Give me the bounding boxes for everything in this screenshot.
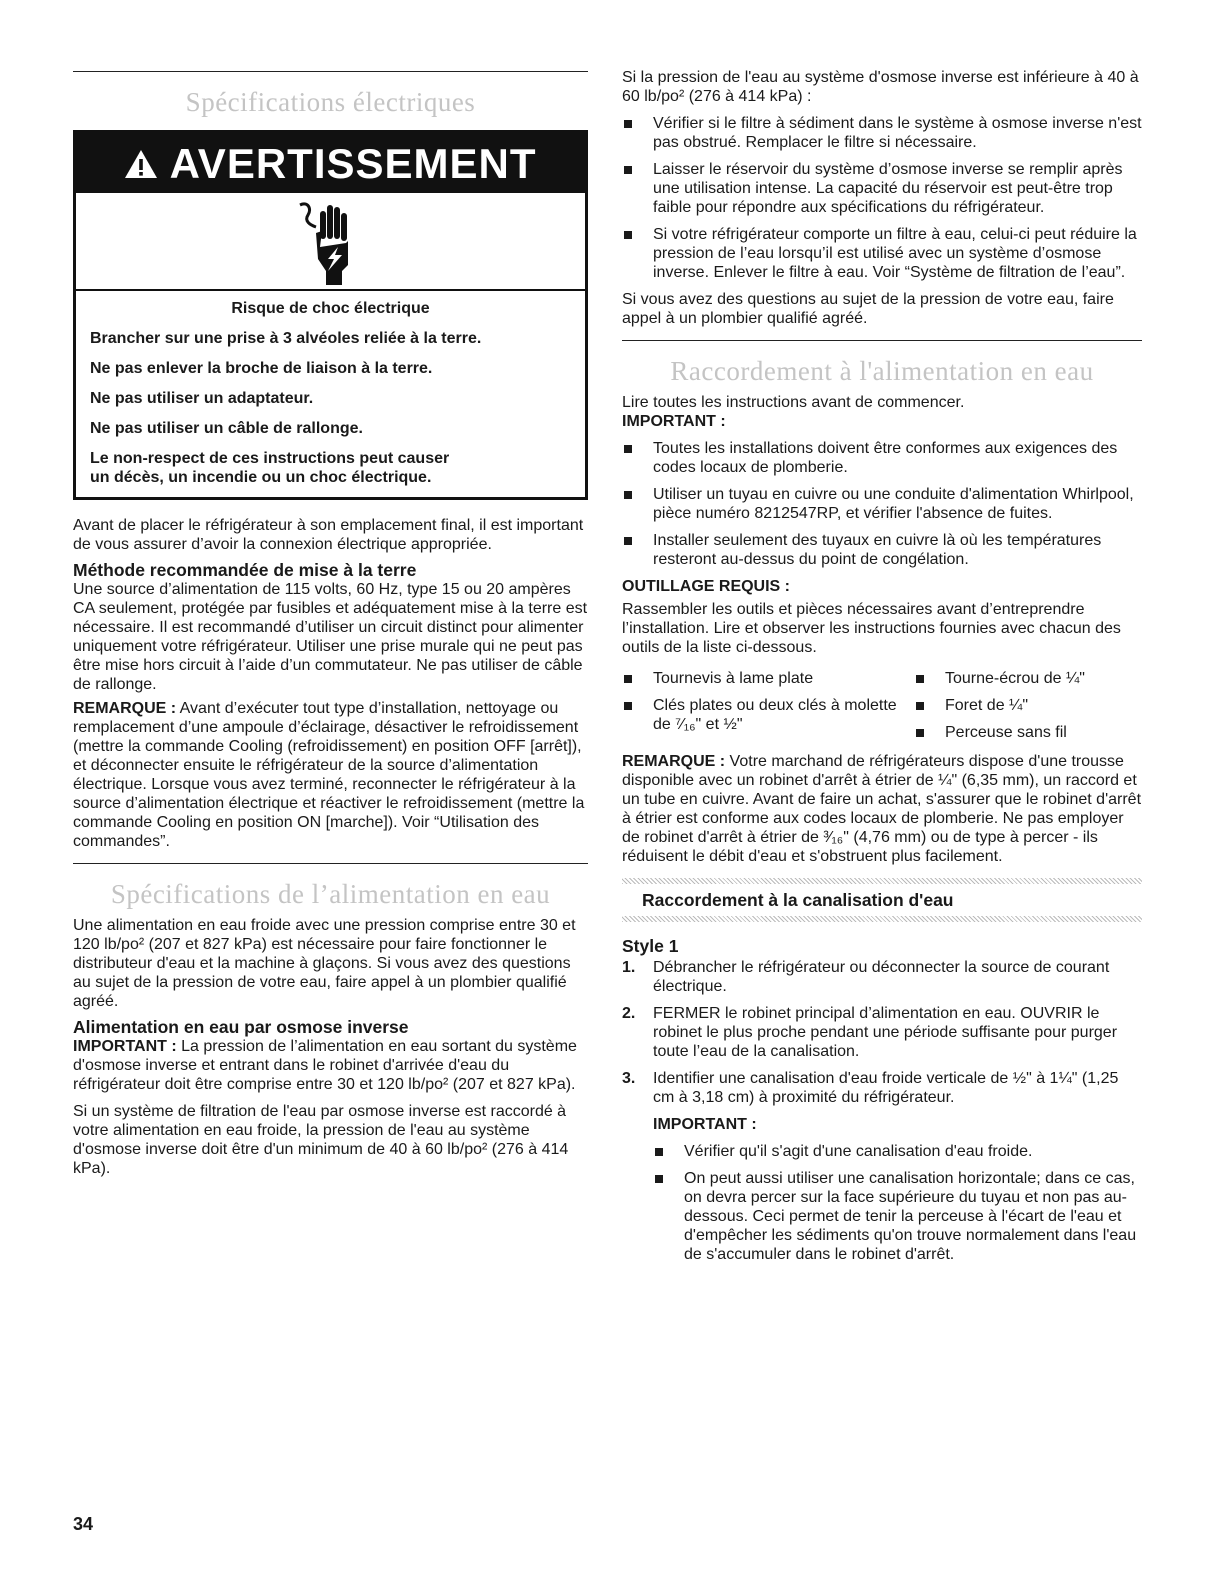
warning-line: Ne pas enlever la broche de liaison à la terre. bbox=[90, 360, 433, 377]
list-item: Perceuse sans fil bbox=[914, 723, 1142, 742]
step-text: Identifier une canalisation d'eau froide verticale de ½" à 1¼" (1,25 cm à 3,18 cm) à proximité du réfrigérateur. bbox=[653, 1070, 1119, 1106]
list-item: Vérifier si le filtre à sédiment dans le système à osmose inverse n'est pas obstrué. Remplacer le filtre si nécessaire. bbox=[622, 114, 1142, 152]
step-item bbox=[622, 1069, 1142, 1264]
list-item: Installer seulement des tuyaux en cuivre là où les températures resteront au-dessus du point de congélation. bbox=[622, 531, 1142, 569]
warning-consequence-line1: Le non-respect de ces instructions peut causer bbox=[90, 450, 450, 467]
important-bullet-list bbox=[622, 439, 1142, 569]
electrical-intro: Avant de placer le réfrigérateur à son emplacement final, il est important de vous assurer d’avoir la connexion électrique appropriée. bbox=[73, 517, 584, 553]
warning-consequence bbox=[90, 449, 571, 487]
tools-heading: OUTILLAGE REQUIS : bbox=[622, 578, 790, 595]
important-text: La pression de l’alimentation en eau sortant du système d'osmose inverse et entrant dans le robinet d'arrivée d'eau du réfrigérateur doit être comprise entre 30 et 120 lb/po² (207 et 827 kPa). bbox=[73, 1038, 577, 1093]
warning-header-label: AVERTISSEMENT bbox=[169, 140, 537, 187]
list-item: Utiliser un tuyau en cuivre ou une conduite d'alimentation Whirlpool, pièce numéro 8212547RP, et vérifier l'absence de fuites. bbox=[622, 485, 1142, 523]
grounding-heading: Méthode recommandée de mise à la terre bbox=[73, 560, 417, 580]
hatched-divider bbox=[622, 878, 1142, 884]
list-item: Toutes les installations doivent être conformes aux exigences des codes locaux de plomberie. bbox=[622, 439, 1142, 477]
water-line-connection-heading: Raccordement à la canalisation d'eau bbox=[642, 890, 954, 910]
list-item: Foret de ¼" bbox=[914, 696, 1142, 715]
note-label: REMARQUE : bbox=[73, 700, 177, 717]
tools-list-col2 bbox=[914, 669, 1142, 750]
style-heading: Style 1 bbox=[622, 936, 679, 956]
water-specs-text: Une alimentation en eau froide avec une pression comprise entre 30 et 120 lb/po² (207 et 827 kPa) est nécessaire pour faire fonctionner le distributeur d'eau et la machine à glaçons. Si vous avez des questions au sujet de la pression de votre eau, faire appel à un plombier qualifié agréé. bbox=[73, 917, 576, 1010]
warning-line: Ne pas utiliser un adaptateur. bbox=[90, 390, 314, 407]
note-label: REMARQUE : bbox=[622, 753, 726, 770]
step-number: 2. bbox=[622, 1005, 636, 1022]
pressure-intro: Si la pression de l'eau au système d'osmose inverse est inférieure à 40 à 60 lb/po² (276 à 414 kPa) : bbox=[622, 69, 1139, 105]
warning-box bbox=[73, 130, 588, 500]
list-item: On peut aussi utiliser une canalisation horizontale; dans ce cas, on devra percer sur la face supérieure du tuyau et non pas au-dessous. Ceci permet de tenir la perceuse à l'écart de l'eau et d'empêcher les sédiments qu'on trouve normalement dans l'eau de s'accumuler dans le robinet d'arrêt. bbox=[653, 1169, 1142, 1264]
hatched-divider bbox=[622, 916, 1142, 922]
grounding-text: Une source d’alimentation de 115 volts, 60 Hz, type 15 ou 20 ampères CA seulement, protégée par fusibles et adéquatement mise à la terre est nécessaire. Il est recommandé d’utiliser un circuit distinct pour alimenter uniquement votre réfrigérateur. Utiliser une prise murale qui ne peut pas être mise hors circuit à l’aide d’un commutateur. Ne pas utiliser de câble de rallonge. bbox=[73, 581, 588, 693]
step-item bbox=[622, 958, 1142, 996]
list-item: Vérifier qu'il s'agit d'une canalisation d'eau froide. bbox=[653, 1142, 1142, 1161]
step-text: FERMER le robinet principal d’alimentation en eau. OUVRIR le robinet le plus proche pendant une période suffisante pour purger toute l’eau de la canalisation. bbox=[653, 1005, 1118, 1060]
list-item: Tourne-écrou de ¼" bbox=[914, 669, 1142, 688]
electrical-specs-title: Spécifications électriques bbox=[185, 87, 476, 117]
left-column bbox=[73, 0, 588, 1178]
pressure-questions: Si vous avez des questions au sujet de la pression de votre eau, faire appel à un plombier qualifié agréé. bbox=[622, 291, 1114, 327]
list-item: Laisser le réservoir du système d’osmose inverse se remplir après une utilisation intense. La capacité du réservoir est peut-être trop faible pour répondre aux spécifications du réfrigérateur. bbox=[622, 160, 1142, 217]
electric-shock-hand-icon bbox=[294, 197, 364, 287]
note-text: Avant d’exécuter tout type d’installation, nettoyage ou remplacement d’une ampoule d’éclairage, désactiver le refroidissement (mettre la commande Cooling (refroidissement) en position OFF [arrêt]), et déconnecter ensuite le réfrigérateur de la source d’alimentation électrique. Lorsque vous avez terminé, reconnecter le réfrigérateur à la source d’alimentation électrique et réactiver le refroidissement (mettre la commande Cooling en position ON [marche]). Voir “Utilisation des commandes”. bbox=[73, 700, 585, 850]
reverse-osmosis-important bbox=[73, 1037, 588, 1094]
warning-triangle-icon bbox=[124, 148, 158, 180]
section-divider bbox=[622, 340, 1142, 341]
electrical-note bbox=[73, 699, 588, 851]
step-important-heading: IMPORTANT : bbox=[653, 1116, 757, 1133]
risk-label: Risque de choc électrique bbox=[231, 300, 430, 317]
water-connection-title: Raccordement à l'alimentation en eau bbox=[670, 356, 1094, 386]
water-specs-title: Spécifications de l’alimentation en eau bbox=[110, 879, 551, 909]
tools-list-col1 bbox=[622, 669, 914, 750]
section-divider bbox=[73, 71, 588, 72]
reverse-osmosis-text: Si un système de filtration de l'eau par osmose inverse est raccordé à votre alimentation en eau froide, la pression de l'eau au système d'osmose inverse doit être d'un minimum de 40 à 60 lb/po² (276 à 414 kPa). bbox=[73, 1103, 569, 1177]
step-number: 3. bbox=[622, 1070, 636, 1087]
supply-note bbox=[622, 752, 1142, 866]
read-all-instructions: Lire toutes les instructions avant de commencer. bbox=[622, 394, 965, 411]
warning-line: Ne pas utiliser un câble de rallonge. bbox=[90, 420, 363, 437]
step-text: Débrancher le réfrigérateur ou déconnecter la source de courant électrique. bbox=[653, 959, 1110, 995]
reverse-osmosis-heading: Alimentation en eau par osmose inverse bbox=[73, 1017, 409, 1037]
step-item bbox=[622, 1004, 1142, 1061]
tools-list bbox=[622, 669, 1142, 750]
page-number: 34 bbox=[73, 1514, 94, 1534]
step-important-list bbox=[653, 1142, 1142, 1264]
warning-line: Brancher sur une prise à 3 alvéoles reliée à la terre. bbox=[90, 330, 482, 347]
list-item: Si votre réfrigérateur comporte un filtre à eau, celui-ci peut réduire la pression de l’eau lorsqu’il est utilisé avec un système d’osmose inverse. Enlever le filtre à eau. Voir “Système de filtration de l’eau”. bbox=[622, 225, 1142, 282]
right-column bbox=[622, 0, 1142, 1272]
tools-text: Rassembler les outils et pièces nécessaires avant d’entreprendre l’installation. Lire et observer les instructions fournies avec chacun des outils de la liste ci-dessous. bbox=[622, 601, 1121, 656]
important-heading: IMPORTANT : bbox=[622, 413, 726, 430]
list-item: Clés plates ou deux clés à molette de ⁷⁄₁₆" et ½" bbox=[622, 696, 914, 734]
section-divider bbox=[73, 863, 588, 864]
step-number: 1. bbox=[622, 959, 636, 976]
note-text: Votre marchand de réfrigérateurs dispose d'une trousse disponible avec un robinet d'arrêt à étrier de ¼" (6,35 mm), un raccord et un tube en cuivre. Avant de faire un achat, s'assurer que le robinet d'arrêt à étrier est conforme aux codes locaux de plomberie. Ne pas employer de robinet d'arrêt à étrier de ³⁄₁₆" (4,76 mm) ou de type à percer - ils réduisent le débit d'eau et s'obstruent plus facilement. bbox=[622, 753, 1142, 865]
important-label: IMPORTANT : bbox=[73, 1038, 177, 1055]
pressure-bullet-list bbox=[622, 114, 1142, 282]
warning-header bbox=[76, 133, 585, 193]
list-item: Tournevis à lame plate bbox=[622, 669, 914, 688]
installation-steps bbox=[622, 958, 1142, 1264]
warning-consequence-line2: un décès, un incendie ou un choc électrique. bbox=[90, 469, 432, 486]
